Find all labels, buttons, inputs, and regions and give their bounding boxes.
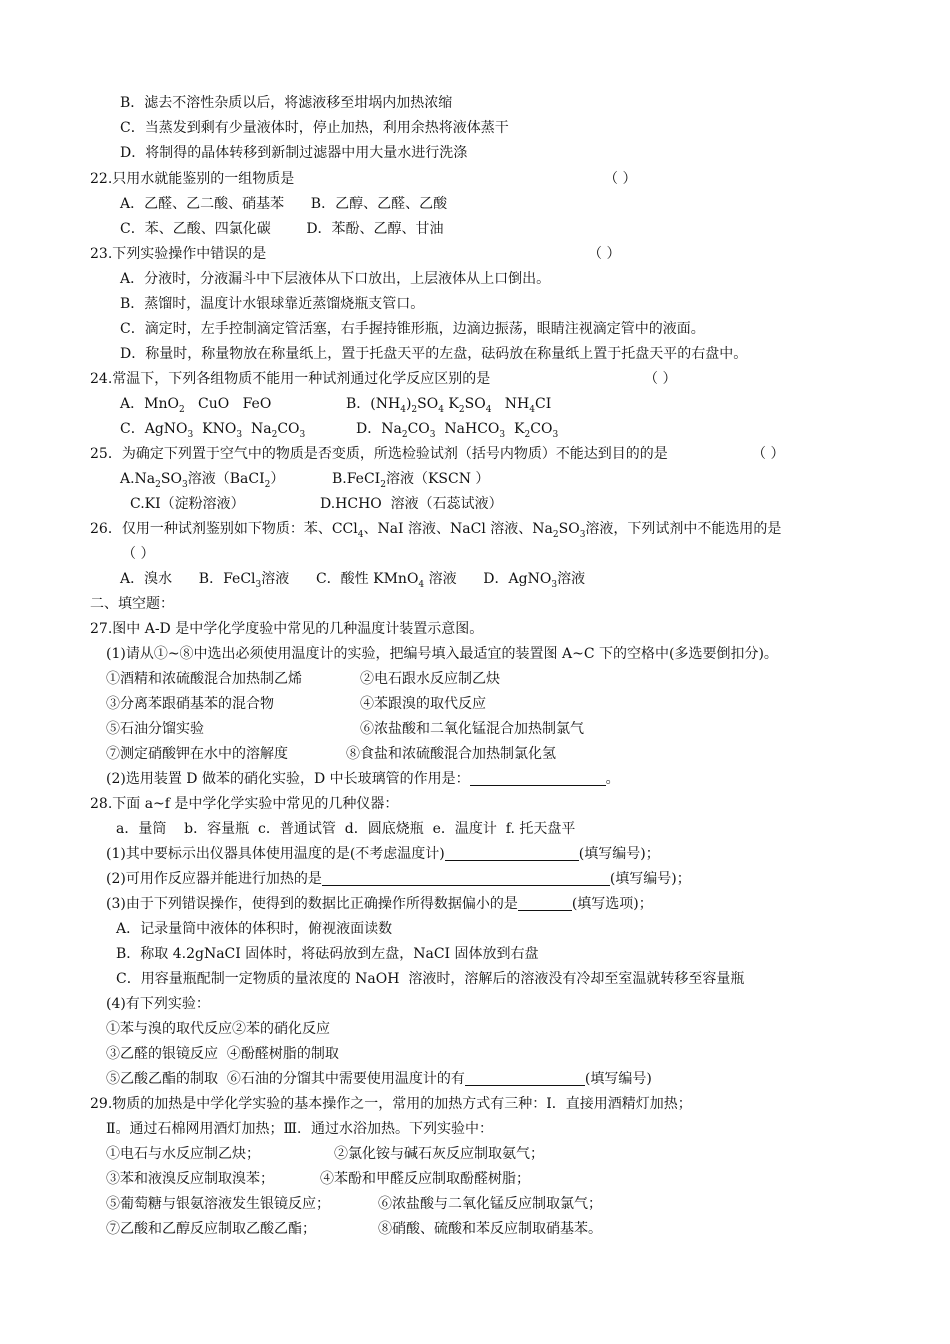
q28-part1-blank[interactable]	[445, 846, 579, 861]
q22-stem: 22.只用水就能鉴别的一组物质是	[90, 171, 295, 187]
q24-option-d: D．$Na_2CO_3$ NaHCO$_3$ $K_2CO_3$	[356, 421, 559, 440]
q27-answer-blank[interactable]	[470, 771, 606, 786]
q23-option-a: A．分液时，分液漏斗中下层液体从下口放出，上层液体从上口倒出。	[120, 271, 551, 287]
q29-stem: 29.物质的加热是中学化学实验的基本操作之一，常用的加热方式有三种：Ⅰ．直接用酒精灯加热；	[90, 1096, 692, 1112]
q28-part4: (4)有下列实验：	[106, 996, 210, 1012]
q22-options-row1: A．乙醛、乙二酸、硝基苯 B．乙醇、乙醛、乙酸	[120, 196, 448, 212]
q25-stem: 25．为确定下列置于空气中的物质是否变质，所选检验试剂（括号内物质）不能达到目的的是	[90, 446, 668, 462]
q29-item-5: ⑤葡萄糖与银氨溶液发生银镜反应；	[106, 1196, 330, 1212]
q25-answer-paren: （ ）	[752, 446, 785, 462]
q23-option-d: D．称量时，称量物放在称量纸上，置于托盘天平的左盘，砝码放在称量纸上置于托盘天平的右盘中。	[120, 346, 748, 362]
q25-option-a: $A.Na_2SO_3$溶液（BaCI$_2$）	[120, 471, 285, 490]
q27-item-5: ⑤石油分馏实验	[106, 721, 204, 737]
q29-item-2: ②氯化铵与碱石灰反应制取氨气；	[334, 1146, 544, 1162]
q27-part2	[106, 770, 620, 788]
q27-item-1: ①酒精和浓硫酸混合加热制乙烯	[106, 671, 302, 687]
q28-reactions-row2: ③乙醛的银镜反应 ④酚醛树脂的制取	[106, 1046, 339, 1062]
q23-option-b: B．蒸馏时，温度计水银球靠近蒸馏烧瓶支管口。	[120, 296, 425, 312]
q25-option-b: B.FeCI$_2$溶液（KSCN ）	[332, 471, 490, 490]
q25-option-d: D.HCHO 溶液（石蕊试液）	[320, 496, 503, 512]
q23-answer-paren: （ ）	[588, 246, 621, 262]
q29-item-4: ④苯酚和甲醛反应制取酚醛树脂；	[320, 1171, 530, 1187]
q27-part1: (1)请从①~⑧中选出必须使用温度计的实验，把编号填入最适宜的装置图 A~C 下的空格中(多选要倒扣分)。	[106, 646, 778, 662]
q29-item-3: ③苯和液溴反应制取溴苯；	[106, 1171, 274, 1187]
q24-stem: 24.常温下，下列各组物质不能用一种试剂通过化学反应区别的是	[90, 371, 491, 387]
q21-option-d: D．将制得的晶体转移到新制过滤器中用大量水进行洗涤	[120, 145, 468, 161]
q28-option-a: A．记录量筒中液体的体积时，俯视液面读数	[116, 921, 393, 937]
q27-item-2: ②电石跟水反应制乙炔	[360, 671, 500, 687]
q28-part2	[106, 870, 691, 888]
q28-part1	[106, 845, 660, 863]
q28-part1-text: (1)其中要标示出仪器具体使用温度的是(不考虑温度计)	[106, 846, 445, 862]
q21-option-c: C．当蒸发到剩有少量液体时，停止加热，利用余热将液体蒸干	[120, 120, 509, 136]
q28-part3	[106, 895, 653, 913]
q29-item-8: ⑧硝酸、硫酸和苯反应制取硝基苯。	[378, 1221, 602, 1237]
q29-item-1: ①电石与水反应制乙炔；	[106, 1146, 260, 1162]
q28-reactions-row3	[106, 1070, 652, 1088]
q27-item-7: ⑦测定硝酸钾在水中的溶解度	[106, 746, 288, 762]
q28-option-c: C．用容量瓶配制一定物质的量浓度的 NaOH 溶液时，溶解后的溶液没有冷却至室温就转移至容量瓶	[116, 971, 745, 987]
q27-part2-end: 。	[605, 771, 620, 787]
q28-reactions-row3-end: (填写编号)	[584, 1071, 652, 1087]
q24-option-b: B．$(NH_4)_2SO_4$ $K_2SO_4$ $NH_4CI$	[346, 396, 552, 415]
q28-part3-end: (填写选项)；	[571, 896, 653, 912]
q23-stem: 23.下列实验操作中错误的是	[90, 246, 267, 262]
q29-item-7: ⑦乙酸和乙醇反应制取乙酸乙酯；	[106, 1221, 316, 1237]
q28-part1-end: (填写编号)；	[578, 846, 660, 862]
q28-reactions-row3-text: ⑤乙酸乙酯的制取 ⑥石油的分馏其中需要使用温度计的有	[106, 1071, 465, 1087]
q24-option-a: A．MnO$_2$ CuO FeO	[120, 396, 272, 415]
q28-part3-text: (3)由于下列错误操作，使得到的数据比正确操作所得数据偏小的是	[106, 896, 518, 912]
q22-options-row2: C．苯、乙酸、四氯化碳 D．苯酚、乙醇、甘油	[120, 221, 444, 237]
q29-item-6: ⑥浓盐酸与二氧化锰反应制取氯气；	[378, 1196, 602, 1212]
q27-stem: 27.图中 A-D 是中学化学度验中常见的几种温度计装置示意图。	[90, 621, 484, 637]
q27-part2-text: (2)选用装置 D 做苯的硝化实验，D 中长玻璃管的作用是：	[106, 771, 470, 787]
q27-item-3: ③分离苯跟硝基苯的混合物	[106, 696, 274, 712]
q27-item-4: ④苯跟溴的取代反应	[360, 696, 486, 712]
section-fill-in: 二、填空题：	[90, 596, 174, 612]
q28-instrument-list: a．量筒 b．容量瓶 c．普通试管 d．圆底烧瓶 e．温度计 f. 托天盘平	[116, 821, 576, 837]
q28-part3-blank[interactable]	[518, 896, 572, 911]
q25-option-c: C.KI（淀粉溶液）	[130, 496, 245, 512]
q22-answer-paren: （ ）	[604, 171, 637, 187]
q28-part2-blank[interactable]	[322, 871, 610, 886]
q26-options: A．溴水 B．FeCl$_3$溶液 C．酸性 KMnO$_4$ 溶液 D．AgNO$_3$溶液	[120, 571, 586, 590]
q28-reactions-row1: ①苯与溴的取代反应②苯的硝化反应	[106, 1021, 330, 1037]
q21-option-b: B．滤去不溶性杂质以后，将滤液移至坩埚内加热浓缩	[120, 95, 453, 111]
q24-option-c: C．AgNO$_3$ $KNO_3$ $Na_2CO_3$	[120, 421, 306, 440]
q23-option-c: C．滴定时，左手控制滴定管活塞，右手握持锥形瓶，边滴边振荡，眼睛注视滴定管中的液面。	[120, 321, 705, 337]
q24-answer-paren: （ ）	[644, 371, 677, 387]
q26-answer-paren: （ ）	[122, 546, 155, 562]
q28-part4-blank[interactable]	[465, 1071, 585, 1086]
q28-option-b: B．称取 4.2gNaCI 固体时，将砝码放到左盘，NaCI 固体放到右盘	[116, 946, 539, 962]
q28-stem: 28.下面 a~f 是中学化学实验中常见的几种仪器：	[90, 796, 399, 812]
q28-part2-text: (2)可用作反应器并能进行加热的是	[106, 871, 322, 887]
q27-item-6: ⑥浓盐酸和二氧化锰混合加热制氯气	[360, 721, 584, 737]
q26-stem: 26．仅用一种试剂鉴别如下物质：苯、CCl$_4$、NaI 溶液、NaCl 溶液、$Na_2SO_3$溶液，下列试剂中不能选用的是	[90, 521, 782, 540]
q29-stem-continued: Ⅱ。通过石棉网用酒灯加热；Ⅲ．通过水浴加热。下列实验中：	[106, 1121, 494, 1137]
q28-part2-end: (填写编号)；	[609, 871, 691, 887]
q27-item-8: ⑧食盐和浓硫酸混合加热制氯化氢	[346, 746, 556, 762]
